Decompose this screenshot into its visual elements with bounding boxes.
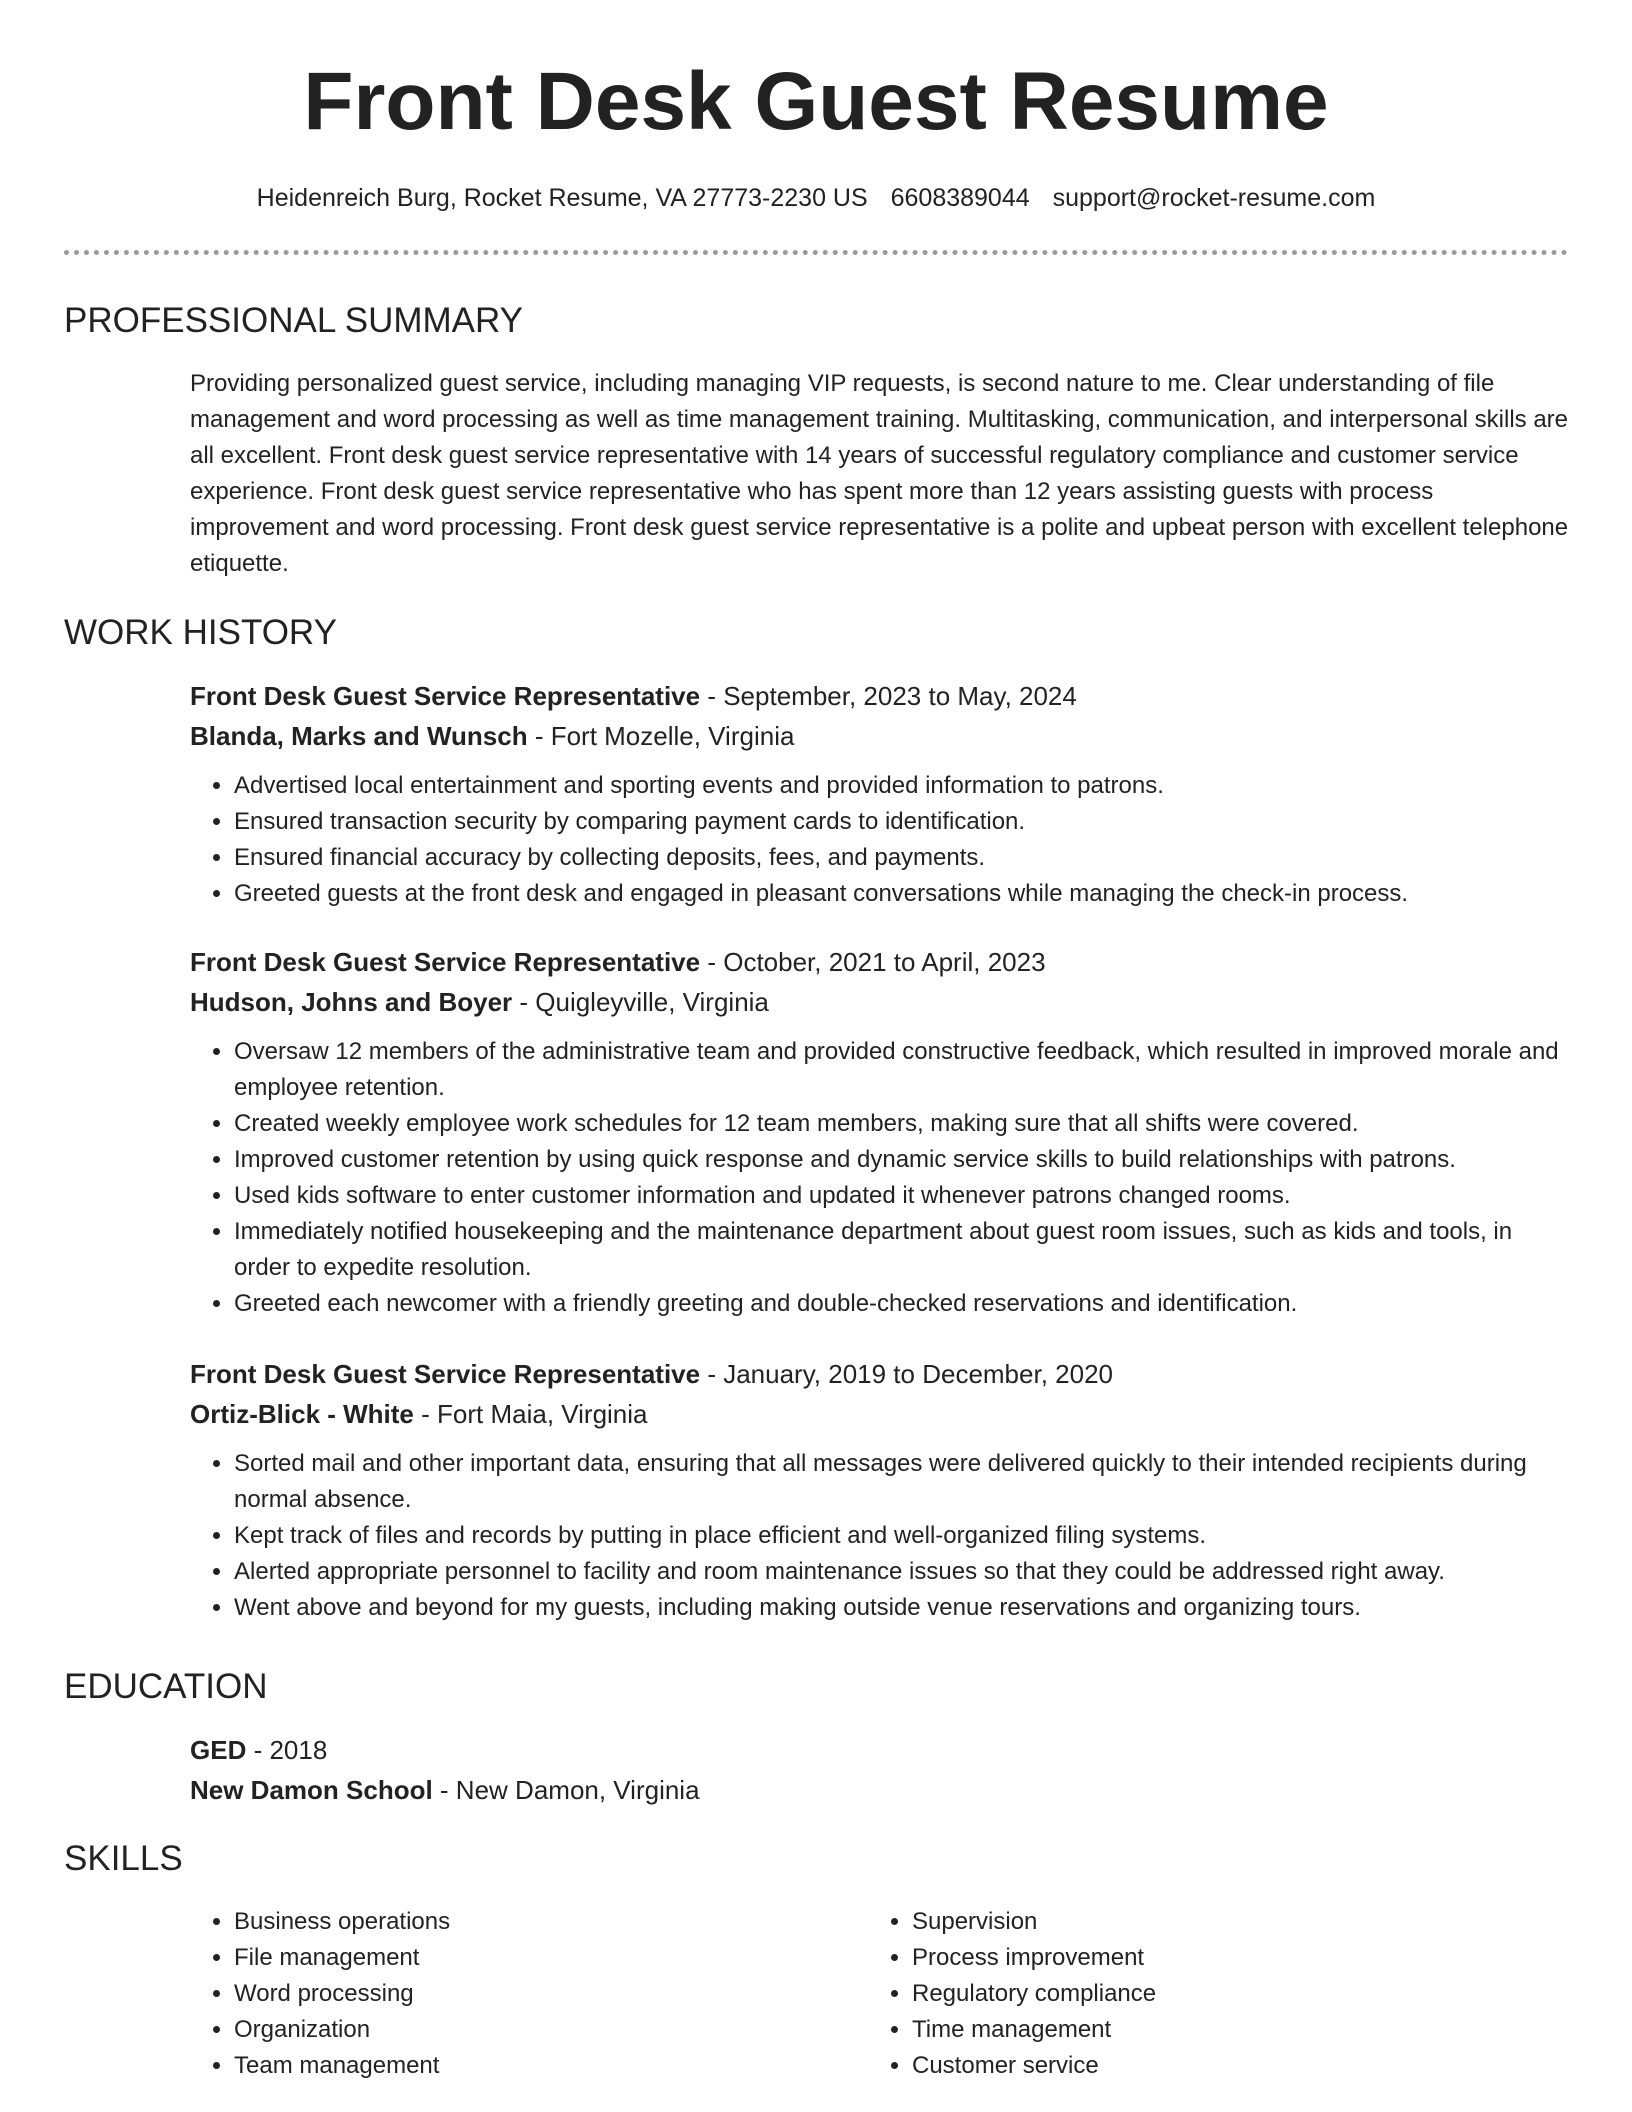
skills-right-column: [868, 1904, 1508, 2084]
skill-item: • Organization: [234, 2012, 830, 2048]
summary-heading: PROFESSIONAL SUMMARY: [64, 301, 523, 340]
job-dates: - October, 2021 to April, 2023: [700, 947, 1046, 977]
job-company-line: [190, 982, 1570, 1022]
job-dates: - September, 2023 to May, 2024: [700, 681, 1077, 711]
job-location: - Fort Mozelle, Virginia: [527, 721, 795, 751]
job-location: - Quigleyville, Virginia: [512, 987, 769, 1017]
education-heading: EDUCATION: [64, 1667, 268, 1706]
skills-left-column: [190, 1904, 830, 2084]
contact-phone: 6608389044: [890, 184, 1030, 212]
job-bullet: • Improved customer retention by using quick response and dynamic service skills to build relationships with patrons.: [234, 1142, 1570, 1178]
job-bullet: • Alerted appropriate personnel to facility and room maintenance issues so that they could be addressed right away.: [234, 1554, 1570, 1590]
education-school: New Damon School: [190, 1775, 433, 1805]
skill-item: • Supervision: [912, 1904, 1508, 1940]
job-role: Front Desk Guest Service Representative: [190, 681, 701, 711]
job-role: Front Desk Guest Service Representative: [190, 947, 701, 977]
contact-email: support@rocket-resume.com: [1052, 184, 1376, 212]
job-location: - Fort Maia, Virginia: [413, 1399, 648, 1429]
job-company-line: [190, 1394, 1570, 1434]
job-bullet: • Greeted guests at the front desk and engaged in pleasant conversations while managing the check-in process.: [234, 876, 1570, 912]
job-bullet: • Ensured transaction security by comparing payment cards to identification.: [234, 804, 1570, 840]
job-title-line: [190, 942, 1570, 982]
job-entry: [190, 942, 1570, 1322]
summary-section: [190, 366, 1570, 582]
skills-list: [190, 1904, 830, 2084]
job-bullet: • Immediately notified housekeeping and the maintenance department about guest room issues, such as kids and tools, in order to expedite resolution.: [234, 1214, 1570, 1286]
contact-line: [0, 180, 1632, 216]
job-company: Blanda, Marks and Wunsch: [190, 721, 528, 751]
education-location: - New Damon, Virginia: [432, 1775, 700, 1805]
job-company-line: [190, 716, 1570, 756]
job-bullet: • Went above and beyond for my guests, including making outside venue reservations and organizing tours.: [234, 1590, 1570, 1626]
work-history-heading: WORK HISTORY: [64, 613, 337, 652]
education-school-line: [190, 1770, 1570, 1810]
job-entry: [190, 676, 1570, 912]
education-degree: GED: [190, 1735, 247, 1765]
job-company: Ortiz-Blick - White: [190, 1399, 414, 1429]
job-title-line: [190, 676, 1570, 716]
skill-item: • Regulatory compliance: [912, 1976, 1508, 2012]
job-dates: - January, 2019 to December, 2020: [700, 1359, 1113, 1389]
skills-heading: SKILLS: [64, 1839, 183, 1878]
job-bullet: • Ensured financial accuracy by collecting deposits, fees, and payments.: [234, 840, 1570, 876]
skill-item: • Business operations: [234, 1904, 830, 1940]
job-bullet: • Oversaw 12 members of the administrative team and provided constructive feedback, which resulted in improved morale and employee retention.: [234, 1034, 1570, 1106]
job-title-line: [190, 1354, 1570, 1394]
job-bullet: • Used kids software to enter customer information and updated it whenever patrons changed rooms.: [234, 1178, 1570, 1214]
summary-text: Providing personalized guest service, including managing VIP requests, is second nature to me. Clear understanding of file management and word processing as well as time management training. Multitasking, communication, and interpersonal skills are all excellent. Front desk guest service representative with 14 years of successful regulatory compliance and customer service experience. Front desk guest service representative who has spent more than 12 years assisting guests with process improvement and word processing. Front desk guest service representative is a polite and upbeat person with excellent telephone etiquette.: [190, 370, 1569, 577]
job-bullet: • Kept track of files and records by putting in place efficient and well-organized filing systems.: [234, 1518, 1570, 1554]
job-bullets: [190, 768, 1570, 912]
skill-item: • File management: [234, 1940, 830, 1976]
job-entry: [190, 1354, 1570, 1626]
skills-list: [868, 1904, 1508, 2084]
job-bullet: • Sorted mail and other important data, ensuring that all messages were delivered quickly to their intended recipients during normal absence.: [234, 1446, 1570, 1518]
skill-item: • Process improvement: [912, 1940, 1508, 1976]
skill-item: • Customer service: [912, 2048, 1508, 2084]
education-degree-line: [190, 1730, 1570, 1770]
job-bullet: • Created weekly employee work schedules for 12 team members, making sure that all shifts were covered.: [234, 1106, 1570, 1142]
job-bullets: [190, 1034, 1570, 1322]
skill-item: • Team management: [234, 2048, 830, 2084]
education-entry: [190, 1730, 1570, 1810]
contact-address: Heidenreich Burg, Rocket Resume, VA 27773-2230 US: [256, 184, 868, 212]
header-divider: [64, 250, 1568, 255]
job-bullet: • Greeted each newcomer with a friendly greeting and double-checked reservations and identification.: [234, 1286, 1570, 1322]
job-bullet: • Advertised local entertainment and sporting events and provided information to patrons.: [234, 768, 1570, 804]
resume-name: Front Desk Guest Resume: [303, 56, 1329, 147]
job-bullets: [190, 1446, 1570, 1626]
job-company: Hudson, Johns and Boyer: [190, 987, 513, 1017]
skill-item: • Time management: [912, 2012, 1508, 2048]
job-role: Front Desk Guest Service Representative: [190, 1359, 701, 1389]
education-year: - 2018: [246, 1735, 328, 1765]
skill-item: • Word processing: [234, 1976, 830, 2012]
